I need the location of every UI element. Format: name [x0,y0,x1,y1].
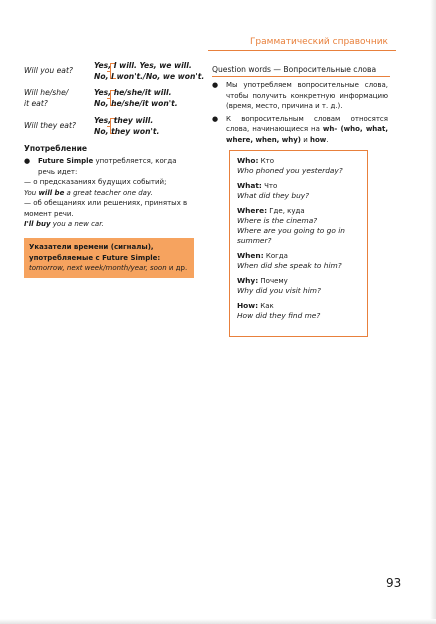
question-words-divider [212,76,390,77]
question-words-box [229,150,368,337]
page-edge-shadow [0,619,436,624]
qw-entry: How: Как How did they find me? [237,301,321,320]
answer-yes: Yes, I will. Yes, we will. [94,61,192,70]
qw-bullet: ● К вопросительным словам относятся слова, начинающиеся на wh- (who, what, where, when, why) и how. [212,114,388,146]
page-edge-shadow [430,0,436,624]
question-words-list [212,80,388,147]
qw-entry: Why: Почему Why did you visit him? [237,276,321,295]
qw-entry: What: Что What did they buy? [237,181,310,200]
time-markers-box: Указатели времени (сигналы), употребляемые с Future Simple: tomorrow, next week/month/year, soon и др. [24,238,194,278]
usage-bullet: ● Future Simple употребляется, когда речь идет: [24,156,194,177]
answer-no: No, he/she/it won't. [94,99,178,108]
answer-yes: Yes, they will. [94,116,154,125]
page-number: 93 [386,576,402,590]
qw-entry: Where: Где, куда Where is the cinema? Where are you going to go in summer? [237,206,345,245]
answer-yes: Yes, he/she/it will. [94,88,172,97]
answer-no: No, they won't. [94,127,160,136]
qw-bullet: ● Мы употребляем вопросительные слова, чтобы получить конкретную информацию (время, место, причина и т. д.). [212,80,388,112]
qa-row [24,87,204,111]
question: Will they eat? [24,121,76,130]
answer-no: No, I won't./No, we won't. [94,72,205,81]
question: Will you eat? [24,66,73,75]
section-title: Грамматический справочник [249,37,388,47]
usage-block [24,156,194,230]
usage-heading: Употребление [24,144,88,153]
qw-entry: When: Когда When did she speak to him? [237,251,342,270]
qa-row [24,60,204,84]
usage-line: — об обещаниях или решениях, принятых в момент речи. [24,199,188,218]
usage-example: You will be a great teacher one day. [24,188,153,197]
question: it eat? [24,99,48,108]
qw-entry: Who: Кто Who phoned you yesterday? [237,156,343,175]
usage-example: I'll buy you a new car. [24,220,104,228]
question: Will he/she/ [24,88,69,97]
header-divider [208,50,396,51]
question-words-heading: Question words — Вопросительные слова [212,65,377,74]
qa-row [24,115,204,139]
usage-line: — о предсказаниях будущих событий; [24,178,167,186]
